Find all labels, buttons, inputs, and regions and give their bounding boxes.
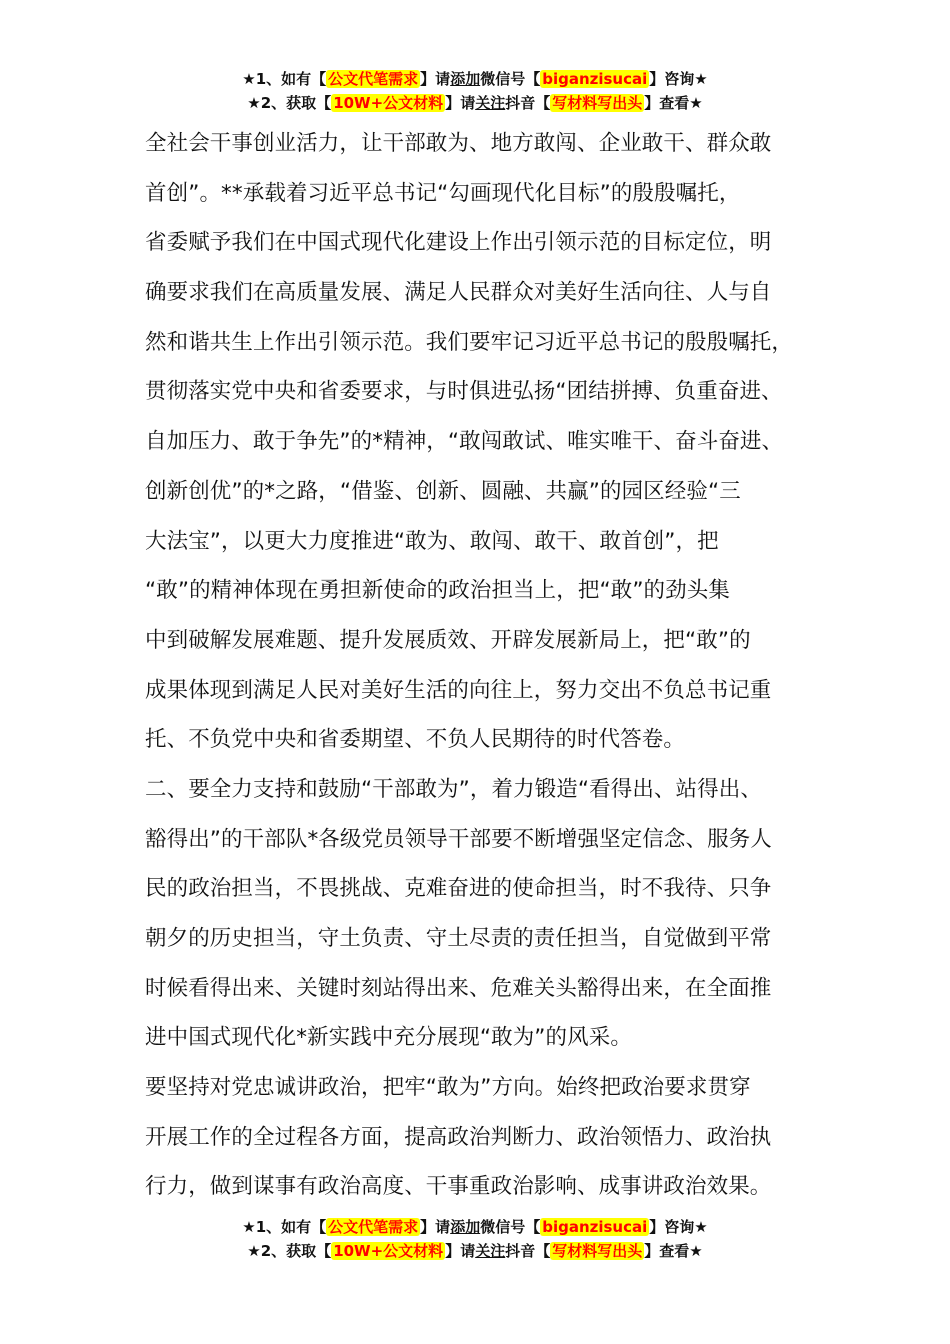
highlight-materials: 10W+公文材料 <box>333 94 444 112</box>
banner-text: 】查看★ <box>644 94 703 112</box>
body-line: 成果体现到满足人民对美好生活的向往上，努力交出不负总书记重 <box>145 677 772 703</box>
banner-text: 抖音【 <box>505 94 551 112</box>
body-line: 大法宝”，以更大力度推进“敢为、敢闯、敢干、敢首创”，把 <box>145 528 719 554</box>
body-line: 然和谐共生上作出引领示范。我们要牢记习近平总书记的殷殷嘱托， <box>145 329 794 355</box>
banner-line-2 <box>0 92 950 116</box>
highlight-materials: 10W+公文材料 <box>333 1242 444 1260</box>
document-body <box>145 119 835 1212</box>
body-line: 中到破解发展难题、提升发展质效、开辟发展新局上，把“敢”的 <box>145 627 751 653</box>
highlight-ghostwriting: 公文代笔需求 <box>328 1218 419 1236</box>
banner-text: 】请 <box>445 94 476 112</box>
body-line: “敢”的精神体现在勇担新使命的政治担当上，把“敢”的劲头集 <box>145 578 730 604</box>
header-banner <box>0 68 950 116</box>
body-line: 民的政治担当，不畏挑战、克难奋进的使命担当，时不我待、只争 <box>145 876 772 902</box>
banner-text: 抖音【 <box>505 1242 551 1260</box>
banner-text: 】咨询★ <box>649 70 708 88</box>
section-heading-line: 二、要全力支持和鼓励“干部敢为”，着力锻造“看得出、站得出、 <box>145 776 762 802</box>
banner-text: ★1、如有【 <box>242 1218 327 1236</box>
banner-text: 】咨询★ <box>649 1218 708 1236</box>
body-line: 时候看得出来、关键时刻站得出来、危难关头豁得出来，在全面推 <box>145 975 772 1001</box>
banner-underlined: 关注 <box>475 94 506 112</box>
banner-text: ★2、获取【 <box>247 94 332 112</box>
body-line: 托、不负党中央和省委期望、不负人民期待的时代答卷。 <box>145 727 686 753</box>
body-line: 自加压力、敢于争先”的*精神，“敢闯敢试、唯实唯干、奋斗奋进、 <box>145 429 784 455</box>
banner-text: 】查看★ <box>644 1242 703 1260</box>
banner-line-1 <box>0 68 950 92</box>
body-line: 开展工作的全过程各方面，提高政治判断力、政治领悟力、政治执 <box>145 1124 772 1150</box>
highlight-wechat-id: biganzisucai <box>542 70 648 88</box>
banner-text: 微信号【 <box>480 70 541 88</box>
body-line: 朝夕的历史担当，守土负责、守土尽责的责任担当，自觉做到平常 <box>145 926 772 951</box>
banner-line-1 <box>0 1216 950 1240</box>
body-line: 首创”。**承载着习近平总书记“勾画现代化目标”的殷殷嘱托， <box>145 180 741 206</box>
footer-banner <box>0 1216 950 1264</box>
banner-text: ★2、获取【 <box>247 1242 332 1260</box>
body-line: 确要求我们在高质量发展、满足人民群众对美好生活向往、人与自 <box>145 280 772 306</box>
banner-line-2 <box>0 1240 950 1264</box>
body-line: 要坚持对党忠诚讲政治，把牢“敢为”方向。始终把政治要求贯穿 <box>145 1075 751 1101</box>
banner-underlined: 添加 <box>450 70 481 88</box>
banner-text: ★1、如有【 <box>242 70 327 88</box>
banner-text: 微信号【 <box>480 1218 541 1236</box>
banner-text: 】请 <box>445 1242 476 1260</box>
highlight-wechat-id: biganzisucai <box>542 1218 648 1236</box>
banner-text: 】请 <box>420 1218 451 1236</box>
body-line: 进中国式现代化*新实践中充分展现“敢为”的风采。 <box>145 1025 632 1051</box>
body-line: 全社会干事创业活力，让干部敢为、地方敢闯、企业敢干、群众敢 <box>145 131 772 156</box>
highlight-douyin: 写材料写出头 <box>552 94 643 112</box>
highlight-ghostwriting: 公文代笔需求 <box>328 70 419 88</box>
body-line: 贯彻落实党中央和省委要求，与时俱进弘扬“团结拼搏、负重奋进、 <box>145 379 783 405</box>
banner-underlined: 关注 <box>475 1242 506 1260</box>
body-line: 豁得出”的干部队*各级党员领导干部要不断增强坚定信念、服务人 <box>145 826 772 852</box>
banner-text: 】请 <box>420 70 451 88</box>
body-line: 省委赋予我们在中国式现代化建设上作出引领示范的目标定位，明 <box>145 230 772 256</box>
banner-underlined: 添加 <box>450 1218 481 1236</box>
highlight-douyin: 写材料写出头 <box>552 1242 643 1260</box>
body-line: 创新创优”的*之路，“借鉴、创新、圆融、共赢”的园区经验“三 <box>145 478 741 504</box>
body-line: 行力，做到谋事有政治高度、干事重政治影响、成事讲政治效果。 <box>145 1174 772 1200</box>
